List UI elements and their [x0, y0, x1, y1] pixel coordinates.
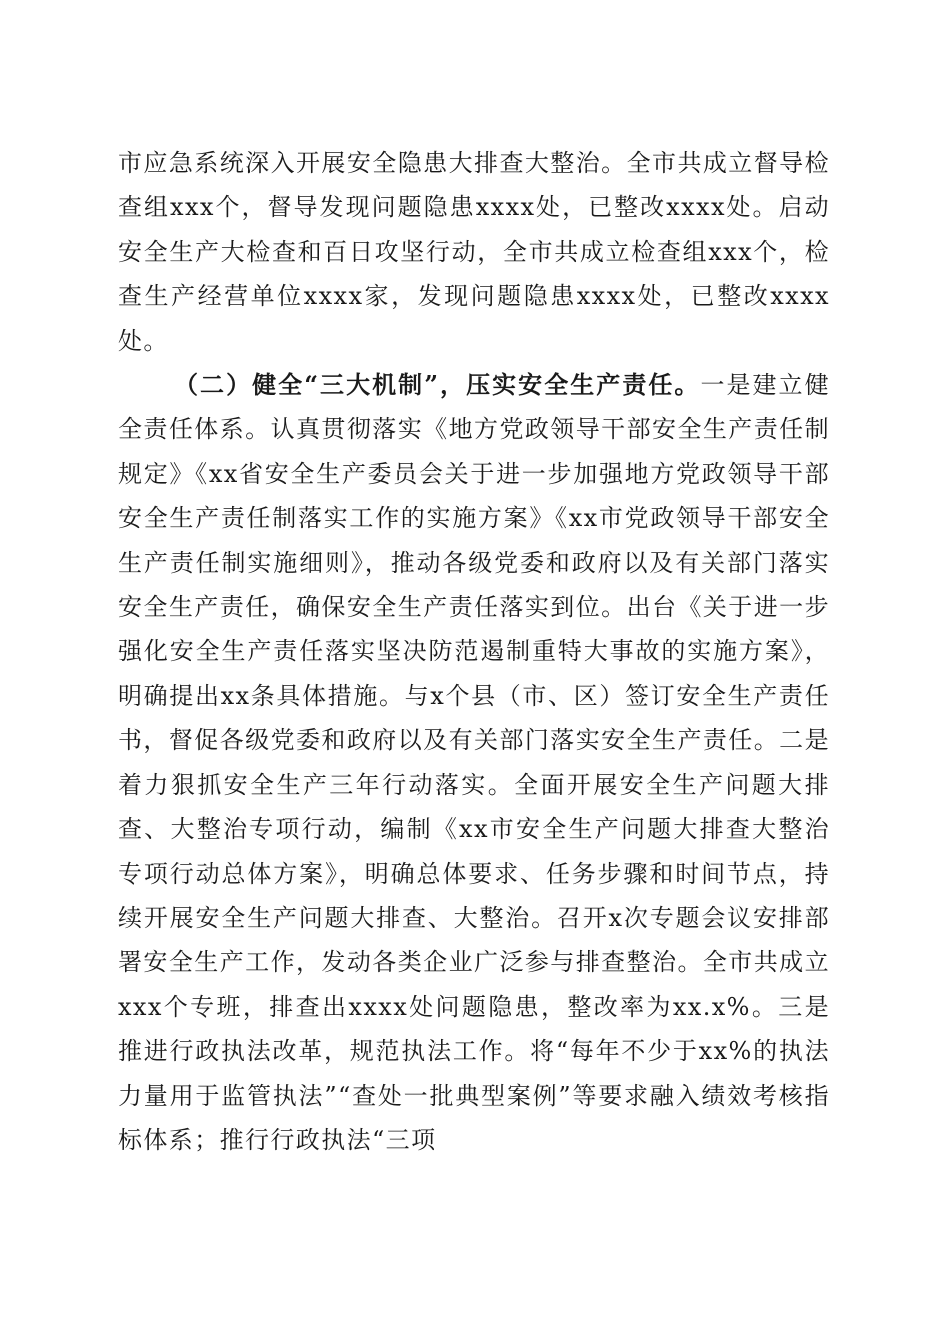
paragraph-2 — [118, 363, 830, 1162]
document-body — [118, 141, 830, 1162]
paragraph-2-body: 一是建立健全责任体系。认真贯彻落实《地方党政领导干部安全生产责任制规定》《xx省安全生产委员会关于进一步加强地方党政领导干部安全生产责任制落实工作的实施方案》《xx市党政领导干部安全生产责任制实施细则》，推动各级党委和政府以及有关部门落实安全生产责任，确保安全生产责任落实到位。出台《关于进一步强化安全生产责任落实坚决防范遏制重特大事故的实施方案》，明确提出xx条具体措施。与x个县（市、区）签订安全生产责任书，督促各级党委和政府以及有关部门落实安全生产责任。二是着力狠抓安全生产三年行动落实。全面开展安全生产问题大排查、大整治专项行动，编制《xx市安全生产问题大排查大整治专项行动总体方案》，明确总体要求、任务步骤和时间节点，持续开展安全生产问题大排查、大整治。召开x次专题会议安排部署安全生产工作，发动各类企业广泛参与排查整治。全市共成立xxx个专班，排查出xxxx处问题隐患，整改率为xx.x%。三是推进行政执法改革，规范执法工作。将“每年不少于xx%的执法力量用于监管执法”“查处一批典型案例”等要求融入绩效考核指标体系；推行行政执法“三项 — [118, 371, 830, 1154]
section-heading: （二）健全“三大机制”，压实安全生产责任。 — [174, 370, 701, 400]
paragraph-1: 市应急系统深入开展安全隐患大排查大整治。全市共成立督导检查组xxx个，督导发现问题隐患xxxx处，已整改xxxx处。启动安全生产大检查和百日攻坚行动，全市共成立检查组xxx个，检查生产经营单位xxxx家，发现问题隐患xxxx处，已整改xxxx处。 — [118, 149, 830, 355]
